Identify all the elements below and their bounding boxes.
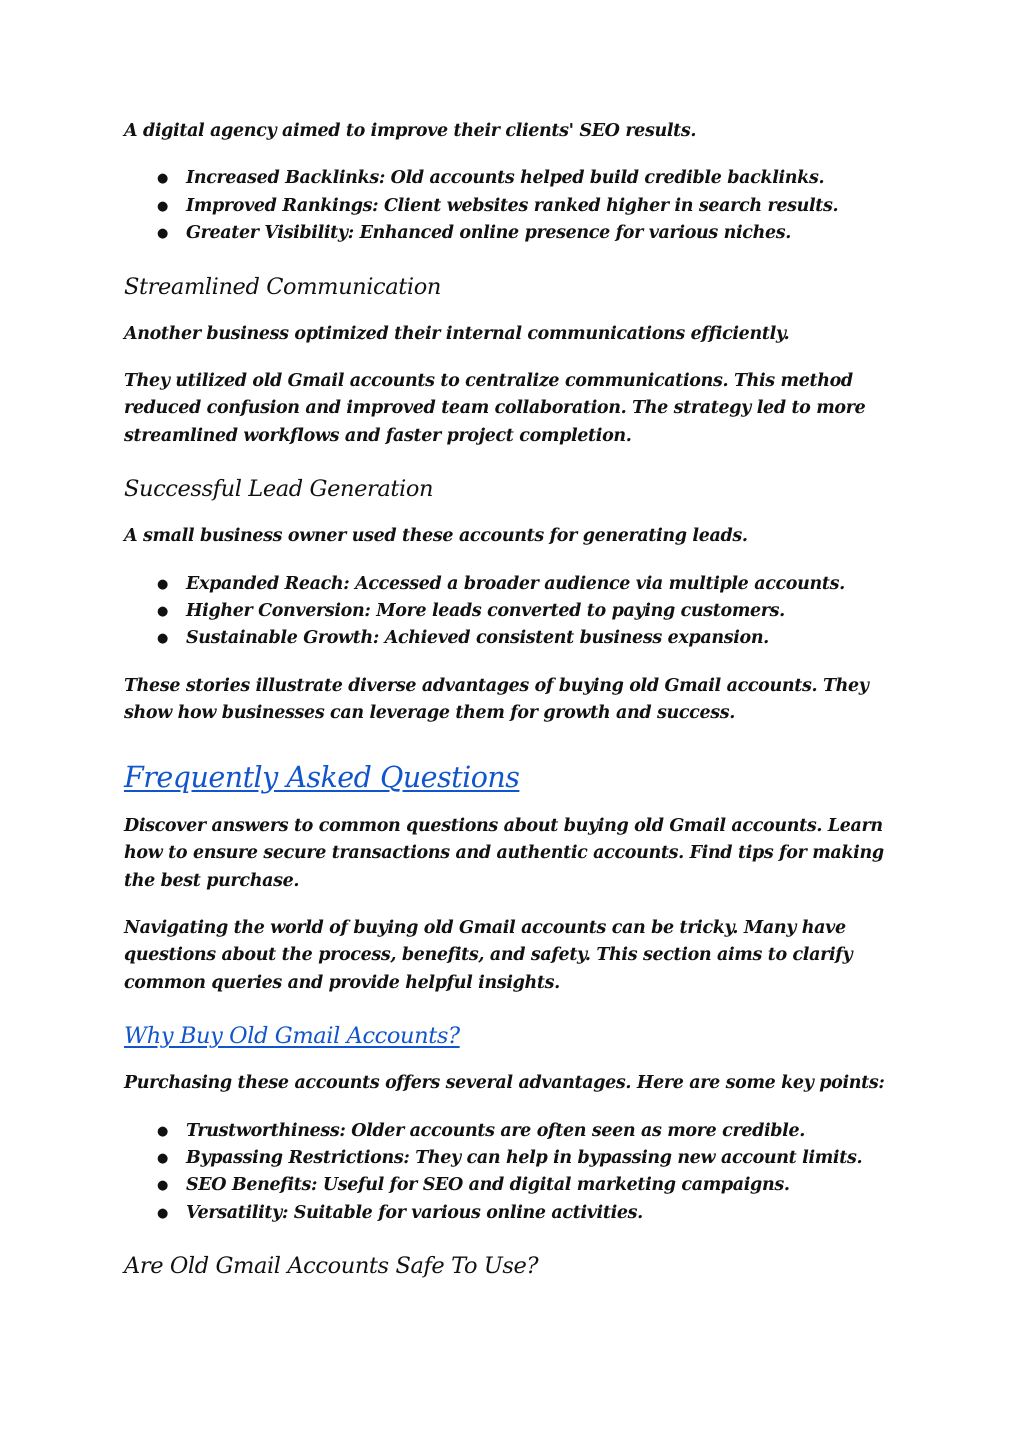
streamlined-body: They utilized old Gmail accounts to centralize communications. This method reduced confusion and improved team collaboration. The strategy led to more streamlined workflows and faster project completion. [124,371,866,446]
leadgen-bullet-list [124,571,904,653]
bullet-icon: ● [157,604,168,620]
bullet-icon: ● [157,198,168,214]
why-heading-link[interactable] [124,1020,904,1052]
why-heading[interactable]: Why Buy Old Gmail Accounts? [124,1023,460,1050]
list-item: ● Higher Conversion: More leads converted to paying customers. [124,598,904,625]
bullet-icon: ● [157,1150,168,1166]
list-item: ● Bypassing Restrictions: They can help in bypassing new account limits. [124,1145,904,1172]
leadgen-summary: These stories illustrate diverse advantages of buying old Gmail accounts. They show how businesses can leverage them for growth and success. [124,675,869,724]
leadgen-intro: A small business owner used these accounts for generating leads. [124,526,748,547]
bullet-icon: ● [157,226,168,242]
bullet-icon: ● [157,1205,168,1221]
seo-bullet-list [124,165,904,247]
list-item: ● SEO Benefits: Useful for SEO and digital marketing campaigns. [124,1172,904,1199]
bullet-icon: ● [157,576,168,592]
faq-heading-link[interactable] [124,758,904,798]
list-item: ● Greater Visibility: Enhanced online presence for various niches. [124,220,904,247]
faq-intro: Discover answers to common questions about buying old Gmail accounts. Learn how to ensure secure transactions and authentic accounts. Find tips for making the best purchase. [124,815,884,891]
bullet-icon: ● [157,1178,168,1194]
faq-body: Navigating the world of buying old Gmail accounts can be tricky. Many have questions about the process, benefits, and safety. This section aims to clarify common queries and provide helpful insights. [124,917,853,993]
list-item: ● Improved Rankings: Client websites ranked higher in search results. [124,193,904,220]
list-item: ● Versatility: Suitable for various online activities. [124,1200,904,1227]
streamlined-intro: Another business optimized their internal communications efficiently. [124,323,790,344]
why-intro: Purchasing these accounts offers several advantages. Here are some key points: [124,1073,885,1094]
list-item: ● Increased Backlinks: Old accounts helped build credible backlinks. [124,165,904,192]
list-item: ● Expanded Reach: Accessed a broader audience via multiple accounts. [124,571,904,598]
safe-heading: Are Old Gmail Accounts Safe To Use? [124,1253,539,1280]
bullet-icon: ● [157,1123,168,1139]
faq-heading[interactable]: Frequently Asked Questions [124,760,520,794]
list-item: ● Trustworthiness: Older accounts are often seen as more credible. [124,1118,904,1145]
list-item: ● Sustainable Growth: Achieved consistent business expansion. [124,625,904,652]
streamlined-heading: Streamlined Communication [124,273,441,300]
bullet-icon: ● [157,171,168,187]
leadgen-heading: Successful Lead Generation [124,476,434,503]
document-page [124,118,904,1282]
why-bullet-list [124,1118,904,1228]
seo-intro: A digital agency aimed to improve their clients' SEO results. [124,121,697,141]
bullet-icon: ● [157,631,168,647]
